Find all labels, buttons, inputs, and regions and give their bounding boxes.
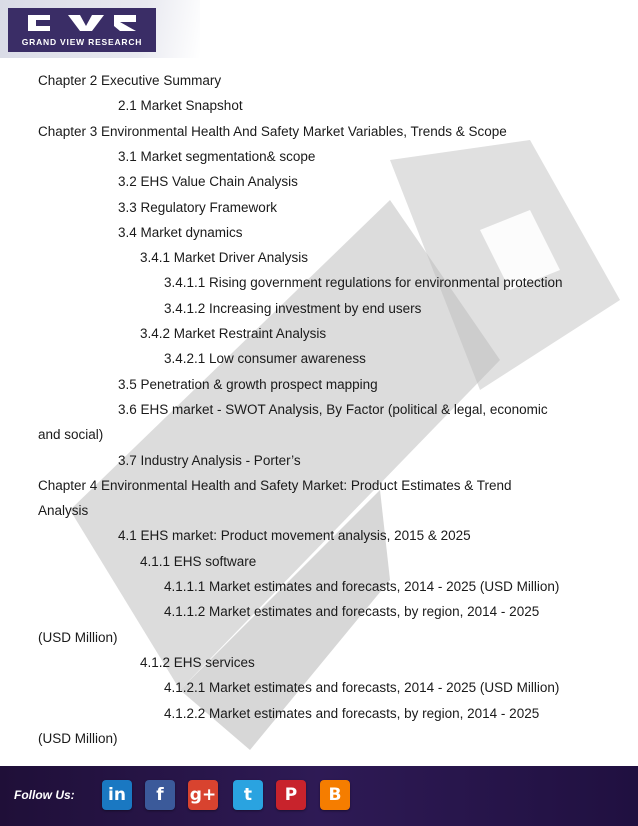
toc-line: Chapter 2 Executive Summary xyxy=(38,73,222,88)
follow-us-label: Follow Us: xyxy=(14,788,75,802)
toc-line: 4.1 EHS market: Product movement analysis, 2015 & 2025 xyxy=(118,528,471,544)
toc-line: 3.4.1.2 Increasing investment by end users xyxy=(164,300,422,316)
grand-view-research-logo xyxy=(8,8,156,52)
toc-line: 3.3 Regulatory Framework xyxy=(118,199,278,215)
linkedin-icon[interactable]: in xyxy=(102,780,132,810)
logo-text: GRAND VIEW RESEARCH xyxy=(21,37,143,47)
toc-line: 3.4.1 Market Driver Analysis xyxy=(140,250,309,266)
twitter-icon[interactable]: t xyxy=(233,780,263,810)
google-plus-icon[interactable]: g+ xyxy=(188,780,218,810)
toc-line: 4.1.2.1 Market estimates and forecasts, 2014 - 2025 (USD Million) xyxy=(164,680,560,696)
logo-letters-icon xyxy=(8,12,156,34)
toc-line: 4.1.1.2 Market estimates and forecasts, by region, 2014 - 2025 xyxy=(164,604,540,620)
pinterest-icon[interactable]: P xyxy=(276,780,306,810)
toc-line: 3.6 EHS market - SWOT Analysis, By Factor (political & legal, economic xyxy=(118,401,548,417)
toc-line: 3.4 Market dynamics xyxy=(118,224,243,240)
toc-line: Chapter 3 Environmental Health And Safety Market Variables, Trends & Scope xyxy=(38,123,507,139)
toc-line: 4.1.1 EHS software xyxy=(140,553,257,569)
toc-line: Chapter 4 Environmental Health and Safety Market: Product Estimates & Trend xyxy=(38,477,512,493)
toc-line: 3.4.2.1 Low consumer awareness xyxy=(164,351,366,367)
toc-line: 3.1 Market segmentation& scope xyxy=(118,148,316,164)
toc-line: 3.7 Industry Analysis - Porter’s xyxy=(118,452,301,468)
toc-line: 4.1.2.2 Market estimates and forecasts, by region, 2014 - 2025 xyxy=(164,705,540,721)
toc-line: 3.4.2 Market Restraint Analysis xyxy=(140,326,327,341)
footer-bar xyxy=(0,766,638,826)
facebook-icon[interactable]: f xyxy=(145,780,175,810)
toc-line: 2.1 Market Snapshot xyxy=(118,98,243,114)
toc-line: Analysis xyxy=(38,503,89,519)
toc-line: 4.1.1.1 Market estimates and forecasts, 2014 - 2025 (USD Million) xyxy=(164,579,560,594)
toc-line: 3.5 Penetration & growth prospect mapping xyxy=(118,376,378,392)
toc-line: 3.4.1.1 Rising government regulations for environmental protection xyxy=(164,275,563,291)
toc-line: 3.2 EHS Value Chain Analysis xyxy=(118,174,298,190)
toc-line: and social) xyxy=(38,427,104,443)
toc-line: (USD Million) xyxy=(38,730,118,746)
toc-line: (USD Million) xyxy=(38,629,118,645)
toc-line: 4.1.2 EHS services xyxy=(140,654,255,670)
blogger-icon[interactable]: B xyxy=(320,780,350,810)
